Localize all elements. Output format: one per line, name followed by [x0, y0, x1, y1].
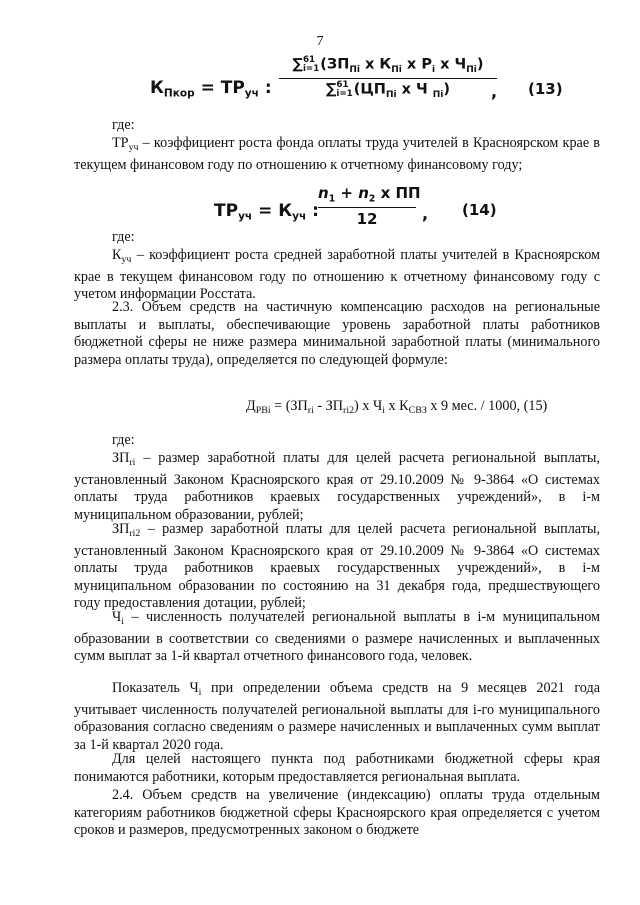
eq13-tr-sub: уч	[244, 87, 259, 100]
def4-term-sub: ri	[129, 456, 136, 468]
eq15-s1: ri	[307, 404, 314, 416]
def6-text: – численность получателей региональной выплаты в i-м муниципальном образовании в соответствии со сведениями о размере начисленных и выплаченных сумм выплат за 1-й квартал отчетного финансового года, человек.	[74, 609, 600, 665]
eq15-d-sub: РВi	[255, 404, 271, 416]
eq15-t3: ) x Ч	[354, 398, 383, 414]
eq14-n2: n	[358, 184, 369, 202]
def1-term-sub: уч	[128, 141, 139, 153]
eq13-num-close: )	[476, 56, 484, 73]
eq13-den-close: )	[443, 81, 451, 98]
equation-15	[246, 398, 547, 416]
eq13-num-sigma: ∑	[292, 56, 303, 73]
eq15-s4: СВЗ	[408, 404, 427, 416]
page-number: 7	[316, 34, 324, 49]
eq14-tr: ТР	[214, 201, 239, 221]
eq13-k-sub: Пкор	[163, 87, 195, 100]
eq13-num-p: x P	[401, 56, 432, 73]
eq14-n1-sub: 1	[328, 193, 336, 205]
eq14-denominator: 12	[356, 210, 378, 229]
eq13-num-s2: Пi	[391, 64, 402, 75]
eq15-t2: - ЗП	[313, 398, 344, 414]
eq15-t4: x К	[384, 398, 409, 414]
def1-text: – коэффициент роста фонда оплаты труда учителей в Красноярском крае в текущем финансовом году по отношению к отчетному финансовому году;	[74, 135, 600, 173]
def4-text: – размер заработной платы для целей расчета региональной выплаты, установленный Законом Красноярского края от 29.10.2009 № 9-3864 «О системах оплаты труда работников краевых государственных учреждений», в i-м муниципальном образовании, рублей;	[74, 450, 600, 523]
eq14-pp: x ПП	[375, 184, 421, 202]
equation-14-number: (14)	[462, 201, 497, 219]
eq13-den-sub: i=1	[336, 88, 353, 99]
equation-13-fraction	[279, 56, 497, 100]
eq15-t1: = (ЗП	[270, 398, 308, 414]
eq13-k: К	[150, 78, 164, 98]
eq14-colon: :	[306, 201, 319, 221]
definition-zp-ri2	[74, 521, 600, 613]
equation-13-number: (13)	[528, 80, 563, 98]
def5-term: ЗП	[112, 521, 130, 537]
eq14-numerator	[318, 184, 421, 207]
where-label-1: где:	[112, 117, 135, 133]
eq13-num-sub: i=1	[302, 63, 320, 74]
eq13-den-s1: Пi	[385, 89, 397, 100]
eq15-s2: ri2	[343, 404, 355, 416]
p7-sub: i	[198, 686, 202, 698]
eq13-tr: = ТР	[194, 78, 245, 98]
eq13-num-ch: x Ч	[435, 56, 467, 73]
eq14-k: = К	[252, 201, 293, 221]
paragraph-2-4: 2.4. Объем средств на увеличение (индексацию) оплаты труда отдельным категориям работников бюджетной сферы Красноярского края определяется с учетом сроков и размеров, предусмотренных законом о бюджете	[74, 787, 600, 839]
equation-14-lhs	[214, 201, 319, 223]
eq13-num-zp: (ЗП	[320, 56, 350, 73]
equation-13-lhs	[150, 78, 272, 100]
def5-text: – размер заработной платы для целей расчета региональной выплаты, установленный Законом Красноярского края от 29.10.2009 № 9-3864 «О системах оплаты труда работников краевых государственных учреждений», в i-м муниципальном образовании по состоянию на 31 декабря года, предшествующего году предоставления дотации, рублей;	[74, 521, 600, 612]
def4-term: ЗП	[112, 450, 130, 466]
def2-term-sub: уч	[121, 253, 132, 265]
eq13-num-s1: Пi	[349, 64, 360, 75]
eq13-den-cp: (ЦП	[353, 81, 386, 98]
eq13-num-k: x К	[359, 56, 392, 73]
eq13-denominator	[279, 79, 497, 100]
paragraph-2-3: 2.3. Объем средств на частичную компенсацию расходов на региональные выплаты и выплаты, обеспечивающие уровень заработной платы работников бюджетной сферы не ниже размера минимальной заработной платы (минимального размера оплаты труда), определяется по следующей формуле:	[74, 299, 600, 368]
eq14-comma: ,	[422, 204, 429, 223]
def2-text: – коэффициент роста средней заработной платы учителей в Красноярском крае в текущем финансовом году по отношению к отчетному финансовому году с учетом информации Росстата.	[74, 247, 600, 303]
eq13-den-sigma: ∑	[325, 81, 337, 98]
eq15-s3: i	[382, 404, 385, 416]
equation-14-fraction	[318, 184, 421, 229]
eq13-comma: ,	[491, 82, 498, 101]
eq15-t5: x 9 мес. / 1000, (15)	[426, 398, 548, 414]
eq14-tr-sub: уч	[238, 210, 253, 223]
def1-term: ТР	[112, 135, 129, 151]
eq15-d: Д	[246, 398, 256, 414]
eq13-den-ch: x Ч	[396, 81, 433, 98]
def6-term: Ч	[112, 609, 122, 625]
eq13-numerator	[279, 56, 497, 78]
eq13-den-sup: 61	[336, 79, 349, 90]
eq13-den-s2: Пi	[432, 89, 444, 100]
eq13-num-s3: i	[431, 64, 436, 75]
p7-pre: Показатель Ч	[112, 680, 199, 696]
eq14-k-sub: уч	[292, 210, 307, 223]
eq13-colon: :	[258, 78, 272, 98]
eq14-n1: n	[318, 184, 329, 202]
where-label-2: где:	[112, 229, 135, 245]
eq14-n2-sub: 2	[368, 193, 376, 205]
paragraph-indicator	[74, 680, 600, 754]
p7-text: при определении объема средств на 9 месяцев 2021 года учитывает численность получателей региональной выплаты для i-го муниципального образования согласно сведениям о размере начисленных и выплаченных сумм выплат за 1-й квартал 2020 года.	[74, 680, 600, 753]
definition-tr-uch	[74, 135, 600, 174]
eq14-plus: +	[335, 184, 359, 202]
paragraph-workers: Для целей настоящего пункта под работниками бюджетной сферы края понимаются работники, которым предоставляется региональная выплата.	[74, 751, 600, 785]
def5-term-sub: ri2	[129, 527, 141, 539]
definition-ch-i	[74, 609, 600, 666]
eq13-num-s4: Пi	[466, 64, 477, 75]
where-label-3: где:	[112, 432, 135, 448]
def6-term-sub: i	[121, 615, 124, 627]
eq13-num-sup: 61	[302, 55, 316, 65]
definition-zp-ri	[74, 450, 600, 524]
definition-k-uch	[74, 247, 600, 304]
def2-term: К	[112, 247, 122, 263]
